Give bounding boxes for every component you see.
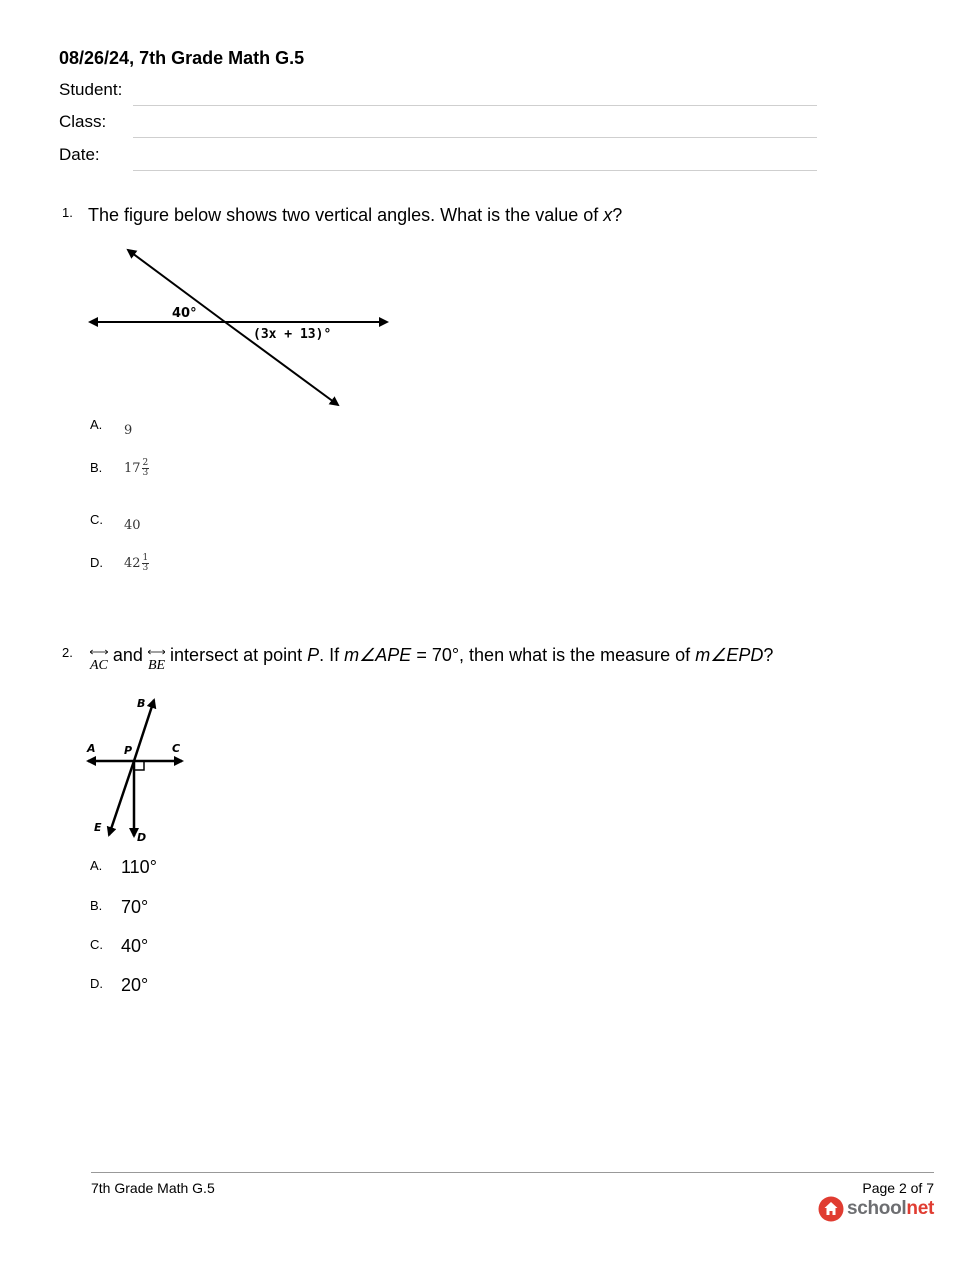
q1-option-d-value[interactable]: 42 $\frac{1}{3}$ [124,553,149,573]
q2-option-c-value[interactable]: 40° [121,936,149,956]
question-2-text: AC and BE intersect at point P. If m∠APE = 70°, then what is the measure of m∠EPD? [90,645,774,673]
house-icon [818,1196,844,1222]
label-e: E [94,821,102,834]
q1-option-c-value[interactable]: 40 [124,518,141,533]
date-line [133,170,817,171]
label-b: B [137,697,146,710]
student-label: Student: [59,80,123,99]
q2-option-d-value[interactable]: 20° [121,975,149,995]
q2-option-c-letter: C. [90,937,103,952]
worksheet-title: 08/26/24, 7th Grade Math G.5 [59,48,305,68]
ray-pe [109,761,134,835]
q1-option-b-value[interactable]: 17 $\frac{2}{3}$ [124,458,149,478]
intersecting-lines-figure [82,690,192,845]
line-be-symbol: BE [148,658,165,674]
label-d: D [137,831,147,844]
question-1-number: 1. [62,205,73,220]
logo-text-net: net [906,1198,934,1219]
label-a: A [87,742,96,755]
question-2-number: 2. [62,645,73,660]
q1-option-a-value[interactable]: 9 [124,423,133,438]
angle-label-40: 40° [172,306,197,321]
footer-divider [91,1172,934,1173]
q1-option-b-letter: B. [90,460,103,475]
logo-text-school: school [846,1198,907,1219]
right-angle-mark [134,761,144,770]
q1-option-c-letter: C. [90,512,103,527]
date-label: Date: [59,145,100,164]
label-p: P [124,744,133,757]
line-ac-symbol: AC [90,658,108,674]
q2-option-b-letter: B. [90,898,103,913]
q1-option-a-letter: A. [90,417,103,432]
q2-option-d-letter: D. [90,976,103,991]
question-1-text: The figure below shows two vertical angles. What is the value of x? [88,205,623,225]
label-c: C [172,742,181,755]
schoolnet-logo [818,1196,934,1222]
student-line [133,105,817,106]
class-label: Class: [59,112,107,131]
footer-course-name: 7th Grade Math G.5 [91,1180,215,1196]
footer-page-number: Page 2 of 7 [862,1180,934,1196]
vertical-angles-figure [80,240,400,415]
q1-option-d-letter: D. [90,555,103,570]
q2-option-b-value[interactable]: 70° [121,897,149,917]
angle-label-3x13: (3x + 13)° [253,327,332,342]
q2-option-a-value[interactable]: 110° [121,857,157,877]
q2-option-a-letter: A. [90,858,103,873]
class-line [133,137,817,138]
